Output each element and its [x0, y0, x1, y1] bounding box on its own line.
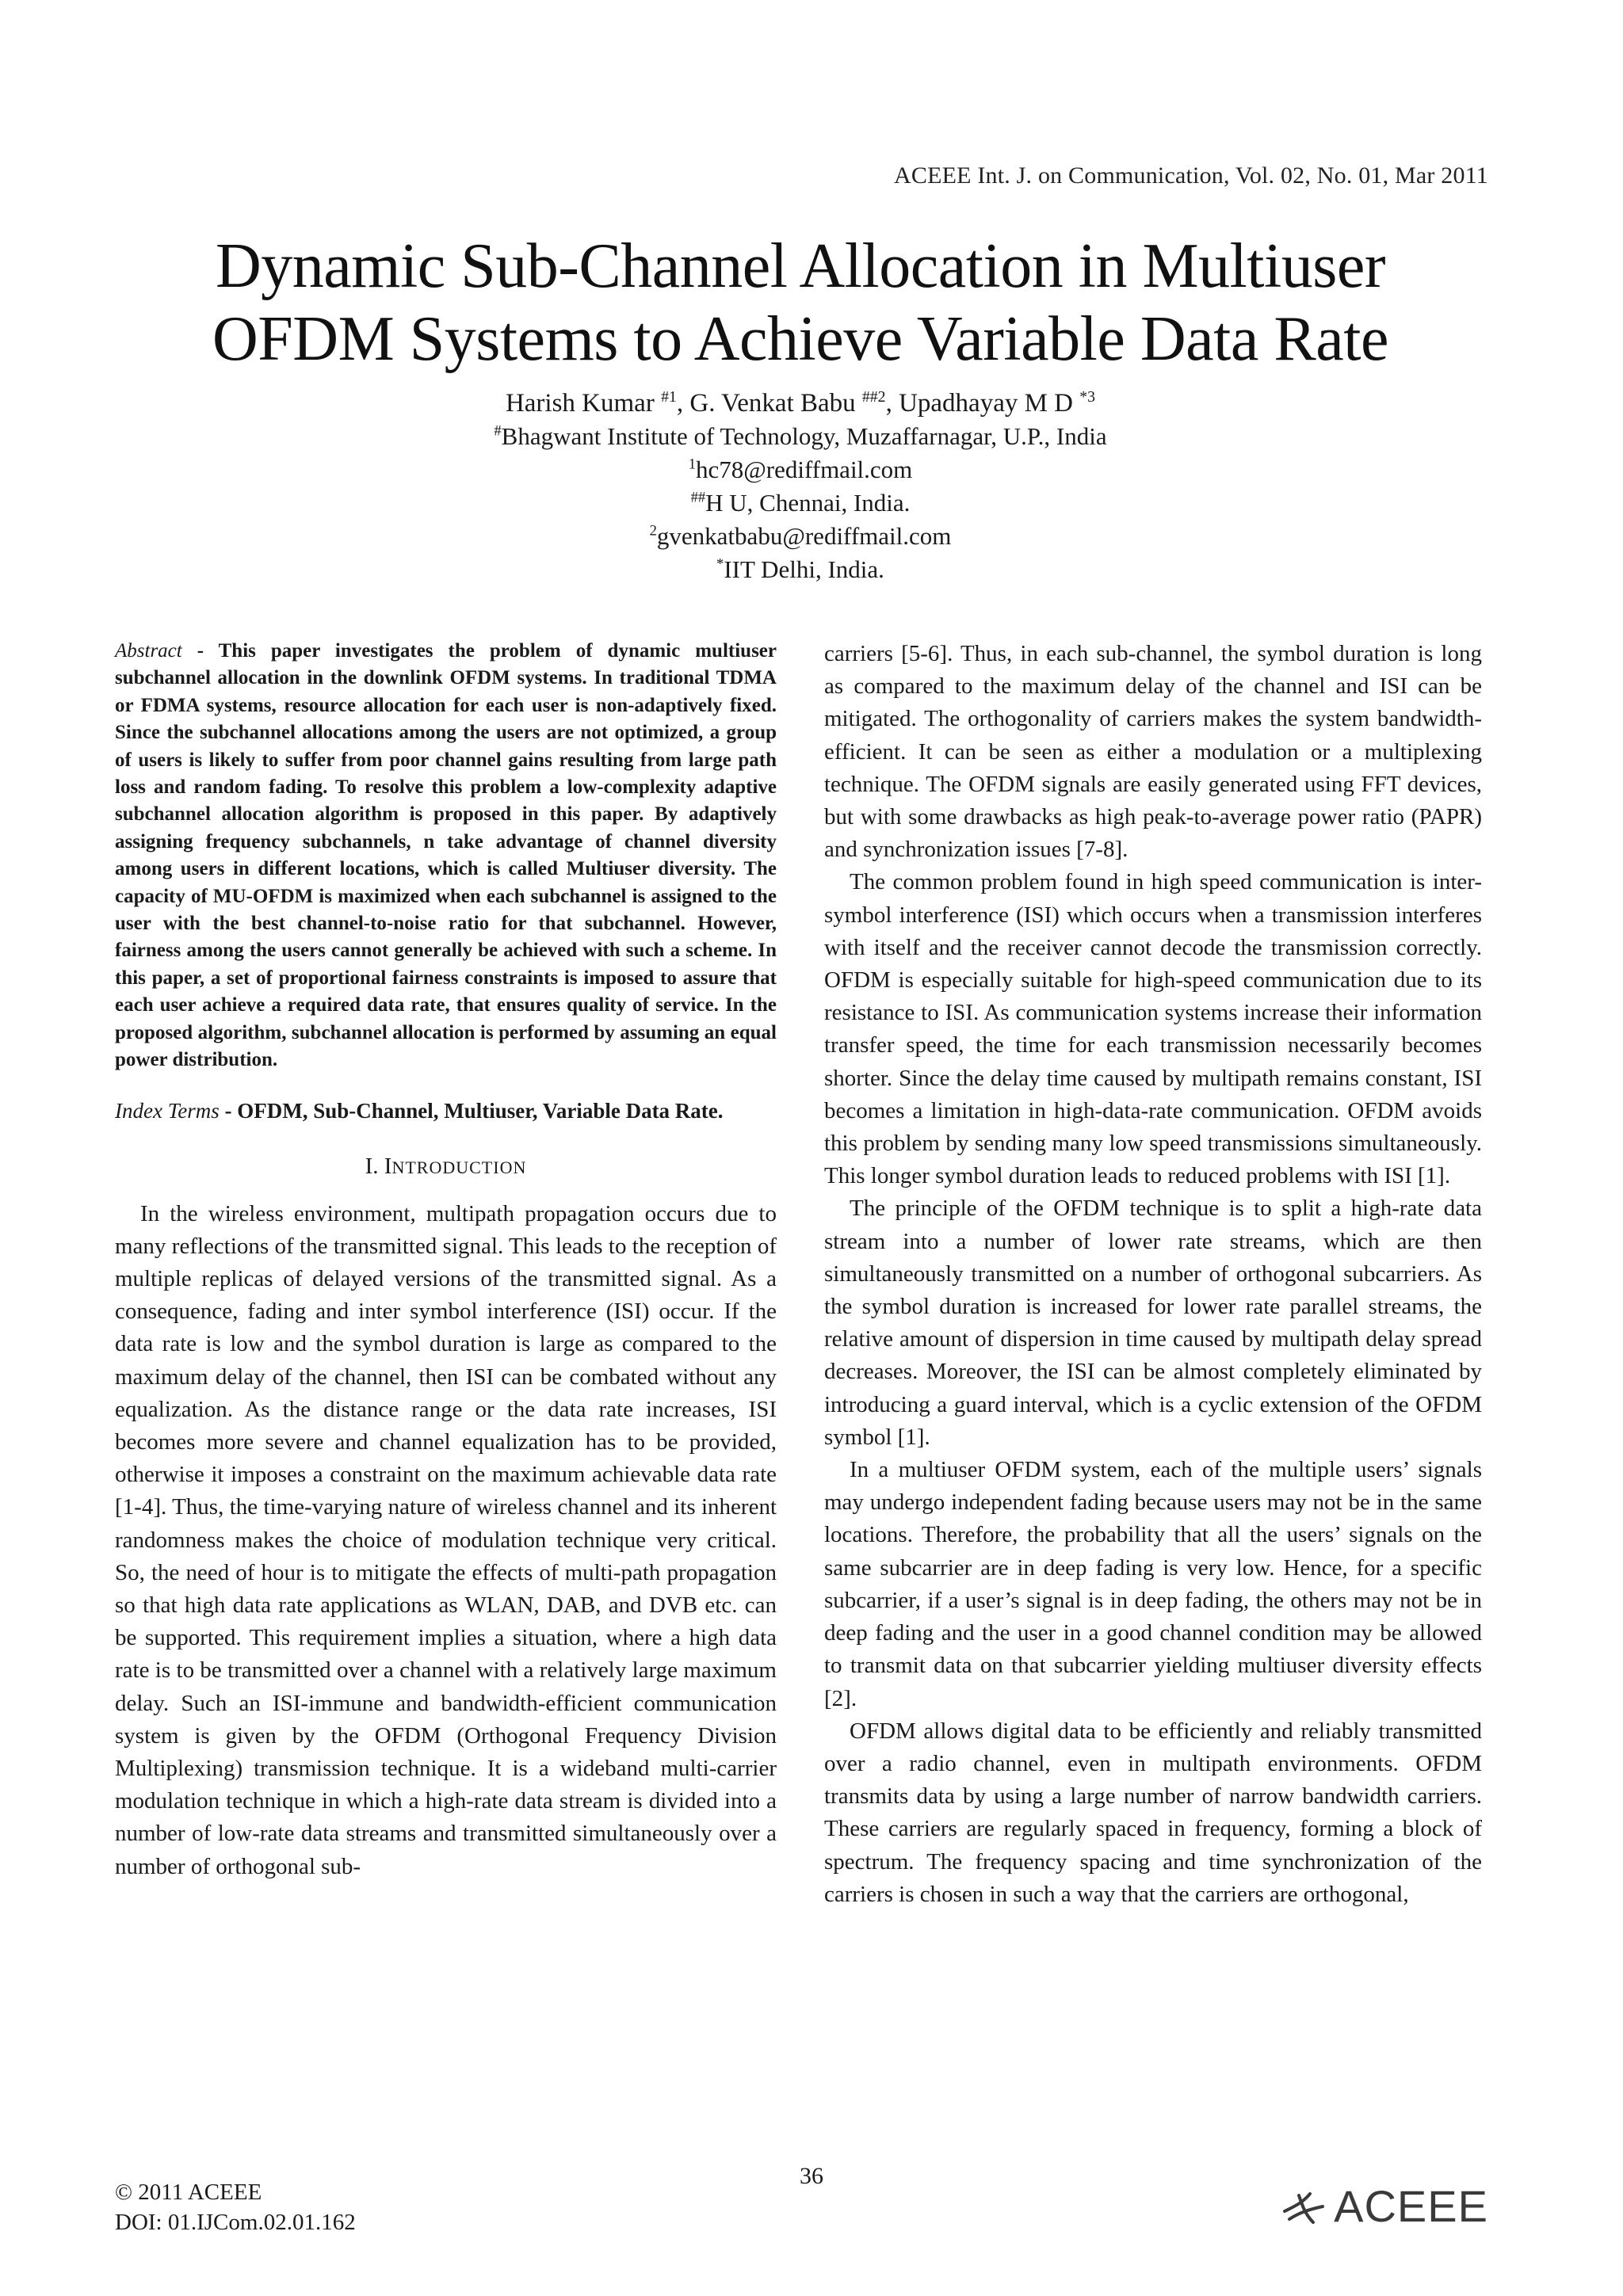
affiliation-3: [111, 553, 1490, 586]
left-column: [115, 638, 777, 1883]
section-numeral: I.: [365, 1153, 384, 1179]
affiliation-3-mark: *: [716, 555, 724, 573]
body-paragraph-2: The common problem found in high speed communication is inter-symbol interference (ISI) which occurs when a transmission interferes with itself and the receiver cannot decode the transmission correctly. OFDM is especially suitable for high-speed communication due to its resistance to ISI. As communication systems increase their information transfer speed, the time for each transmission necessarily becomes shorter. Since the delay time caused by multipath remains constant, ISI becomes a limitation in high-data-rate communication. OFDM avoids this problem by sending many low speed transmissions simultaneously. This longer symbol duration leads to reduced problems with ISI [1].: [824, 869, 1482, 1189]
aceee-logo-icon: [1281, 2187, 1327, 2225]
paper-title: [111, 230, 1490, 376]
section-title-initial: I: [384, 1153, 392, 1179]
abstract-text: - This paper investigates the problem of dynamic multiuser subchannel allocation in the downlink OFDM systems. In traditional TDMA or FDMA systems, resource allocation for each user is non-adaptively fixed. Since the subchannel allocations among the users are not optimized, a group of users is likely to suffer from poor channel gains resulting from large path loss and random fading. To resolve this problem a low-complexity adaptive subchannel allocation algorithm is proposed in this paper. By adaptively assigning frequency subchannels, n take advantage of channel diversity among users in different locations, which is called Multiuser diversity. The capacity of MU-OFDM is maximized when each subchannel is assigned to the user with the best channel-to-noise ratio for that subchannel. However, fairness among the users cannot generally be achieved with such a scheme. In this paper, a set of proportional fairness constraints is imposed to assure that each user achieve a required data rate, that ensures quality of service. In the proposed algorithm, subchannel allocation is performed by assuming an equal power distribution.: [115, 640, 777, 1071]
author-3-mark: *3: [1079, 388, 1096, 406]
author-2-mark: ##2: [861, 388, 886, 406]
logo-text: ACEEE: [1334, 2181, 1488, 2231]
affiliation-2: [111, 486, 1490, 520]
title-line-2: OFDM Systems to Achieve Variable Data Rate: [212, 304, 1388, 374]
affiliation-1-text: Bhagwant Institute of Technology, Muzaffarnagar, U.P., India: [501, 422, 1107, 450]
body-paragraph-3: The principle of the OFDM technique is to split a high-rate data stream into a number of lower rate streams, which are then simultaneously transmitted on a number of orthogonal subcarriers. As the symbol duration is increased for lower rate parallel streams, the relative amount of dispersion in time caused by multipath delay spread decreases. Moreover, the ISI can be almost completely eliminated by introducing a guard interval, which is a cyclic extension of the OFDM symbol [1].: [824, 1196, 1482, 1450]
doi: DOI: 01.IJCom.02.01.162: [115, 2210, 356, 2235]
aceee-logo: [1281, 2180, 1488, 2232]
section-title-rest: NTRODUCTION: [391, 1157, 527, 1177]
email-1: [111, 453, 1490, 486]
affiliation-1: [111, 420, 1490, 453]
abstract: [115, 638, 777, 1074]
affiliation-2-mark: ##: [690, 489, 706, 506]
index-terms-text: - OFDM, Sub-Channel, Multiuser, Variable Data Rate.: [219, 1098, 724, 1123]
running-head-text: ACEEE Int. J. on Communication, Vol. 02, No. 01, Mar 2011: [894, 162, 1488, 189]
author-1: Harish Kumar: [505, 389, 662, 418]
affiliation-1-mark: #: [494, 422, 502, 440]
page-number: 36: [800, 2163, 823, 2189]
body-paragraph-5: OFDM allows digital data to be efficiently and reliably transmitted over a radio channel, even in multipath environments. OFDM transmits data by using a large number of narrow bandwidth carriers. These carriers are regularly spaced in frequency, forming a block of spectrum. The frequency spacing and time synchronization of the carriers is chosen in such a way that the carriers are orthogonal,: [824, 1718, 1482, 1907]
email-2: [111, 520, 1490, 553]
abstract-label: Abstract: [115, 640, 182, 662]
affiliation-3-text: IIT Delhi, India.: [724, 555, 884, 583]
intro-paragraph-1: In the wireless environment, multipath propagation occurs due to many reflections of the transmitted signal. This leads to the reception of multiple replicas of delayed versions of the transmitted signal. As a consequence, fading and inter symbol interference (ISI) occur. If the data rate is low and the symbol duration is large as compared to the maximum delay of the channel, then ISI can be combated without any equalization. As the distance range or the data rate increases, ISI becomes more severe and channel equalization has to be provided, otherwise it imposes a constraint on the maximum achievable data rate [1-4]. Thus, the time-varying nature of wireless channel and its inherent randomness makes the choice of modulation technique very critical. So, the need of hour is to mitigate the effects of multi-path propagation so that high data rate applications as WLAN, DAB, and DVB etc. can be supported. This requirement implies a situation, where a high data rate is to be transmitted over a channel with a relatively large maximum delay. Such an ISI-immune and bandwidth-efficient communication system is given by the OFDM (Orthogonal Frequency Division Multiplexing) transmission technique. It is a wideband multi-carrier modulation technique in which a high-rate data stream is divided into a number of low-rate data streams and transmitted simultaneously over a number of orthogonal sub-: [115, 1200, 777, 1879]
affiliation-2-text: H U, Chennai, India.: [705, 489, 911, 517]
section-heading-introduction: [115, 1152, 777, 1182]
body-paragraph-1: carriers [5-6]. Thus, in each sub-channel, the symbol duration is long as compared to the maximum delay of the channel and ISI can be mitigated. The orthogonality of carriers makes the system bandwidth-efficient. It can be seen as either a modulation or a multiplexing technique. The OFDM signals are easily generated using FFT devices, but with some drawbacks as high peak-to-average power ratio (PAPR) and synchronization issues [7-8].: [824, 641, 1482, 863]
author-1-mark: #1: [661, 388, 677, 406]
copyright: © 2011 ACEEE: [115, 2180, 262, 2205]
email-2-mark: 2: [649, 522, 657, 540]
title-line-1: Dynamic Sub-Channel Allocation in Multiuser: [215, 231, 1386, 301]
right-column: [824, 638, 1482, 1911]
title-block: [111, 230, 1490, 586]
email-1-text: hc78@rediffmail.com: [695, 456, 913, 483]
index-terms: [115, 1097, 777, 1125]
author-list: [111, 387, 1490, 420]
email-1-mark: 1: [688, 456, 696, 473]
author-2: , G. Venkat Babu: [676, 389, 862, 418]
email-2-text: gvenkatbabu@rediffmail.com: [656, 522, 952, 550]
running-head: [894, 162, 1488, 189]
body-paragraph-4: In a multiuser OFDM system, each of the multiple users’ signals may undergo independent fading because users may not be in the same locations. Therefore, the probability that all the users’ signals on the same subcarrier are in deep fading is very low. Hence, for a specific subcarrier, if a user’s signal is in deep fading, the others may not be in deep fading and the user in a good channel condition may be allowed to transmit data on that subcarrier yielding multiuser diversity effects [2].: [824, 1457, 1482, 1711]
author-3: , Upadhayay M D: [885, 389, 1080, 418]
index-terms-label: Index Terms: [115, 1098, 220, 1123]
